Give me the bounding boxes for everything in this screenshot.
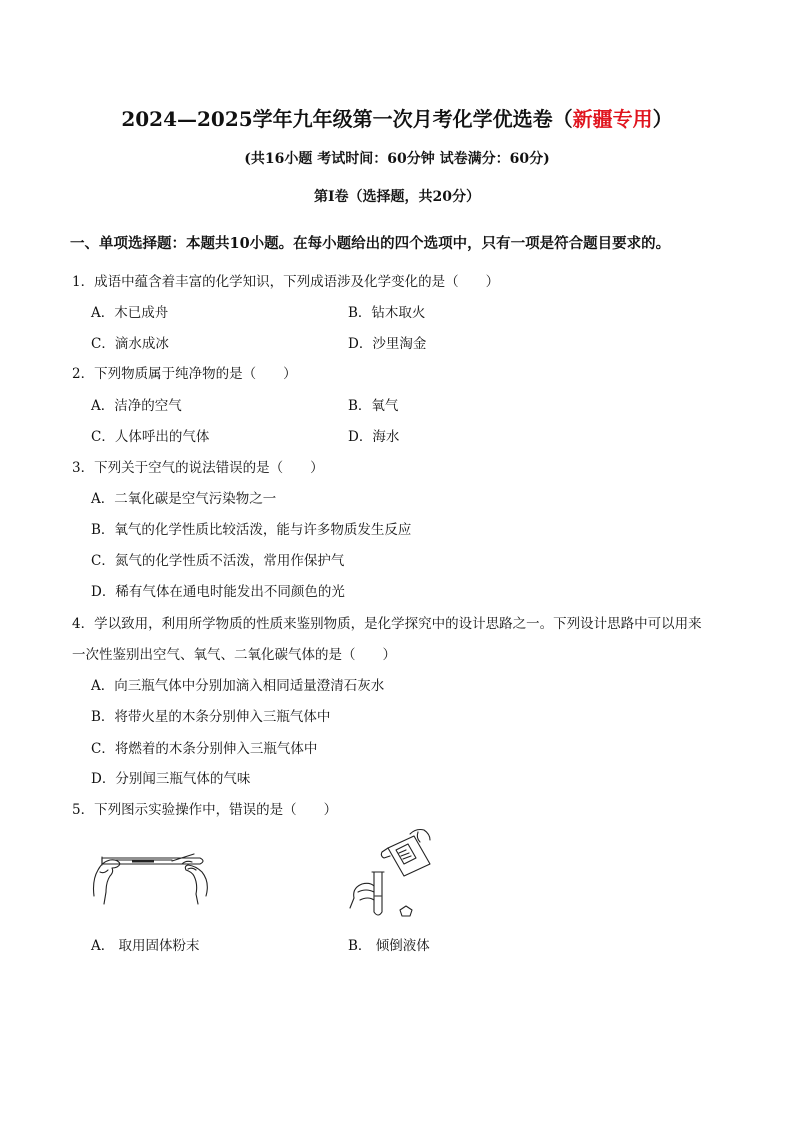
question-3-option-b: B．氧气的化学性质比较活泼，能与许多物质发生反应 [91,522,412,538]
question-2-option-d: D．海水 [348,429,400,445]
page-title [0,103,794,132]
question-4-option-d: D．分别闻三瓶气体的气味 [91,771,251,787]
question-4-option-c: C．将燃着的木条分别伸入三瓶气体中 [91,741,318,757]
question-1-option-d: D．沙里淘金 [348,336,427,352]
question-1-option-a: A．木已成舟 [91,305,169,321]
powder-transfer-illustration [88,836,218,908]
title-main: 2024—2025学年九年级第一次月考化学优选卷（ [121,107,573,131]
section-heading: 一、单项选择题：本题共10小题。在每小题给出的四个选项中，只有一项是符合题目要求的。 [70,235,671,252]
question-5-option-a: A． 取用固体粉末 [91,938,200,954]
question-2-stem: 2．下列物质属于纯净物的是（ ） [72,366,297,382]
question-1-stem: 1．成语中蕴含着丰富的化学知识，下列成语涉及化学变化的是（ ） [72,274,500,290]
question-2-option-b: B．氧气 [348,398,399,414]
exam-info: (共16小题 考试时间：60分钟 试卷满分：60分) [244,151,550,167]
question-3-option-c: C．氮气的化学性质不活泼，常用作保护气 [91,553,345,569]
question-3-stem: 3．下列关于空气的说法错误的是（ ） [72,460,324,476]
question-4-stem-line-2: 一次性鉴别出空气、氧气、二氧化碳气体的是（ ） [72,647,396,663]
question-5-stem: 5．下列图示实验操作中，错误的是（ ） [72,802,338,818]
question-1-option-c: C．滴水成冰 [91,336,169,352]
volume-heading: 第Ⅰ卷（选择题，共20分） [313,189,481,205]
question-2-option-a: A．洁净的空气 [91,398,182,414]
question-3-option-a: A．二氧化碳是空气污染物之一 [91,491,277,507]
question-2-option-c: C．人体呼出的气体 [91,429,210,445]
pour-liquid-illustration [344,826,444,924]
title-region-highlight: 新疆专用 [572,107,653,131]
question-3-option-d: D．稀有气体在通电时能发出不同颜色的光 [91,584,345,600]
question-5-option-b: B． 倾倒液体 [348,938,430,954]
title-end: ） [652,107,673,131]
question-4-stem-line-1: 4．学以致用，利用所学物质的性质来鉴别物质，是化学探究中的设计思路之一。下列设计思路中可以用来 [72,616,702,632]
question-1-option-b: B．钻木取火 [348,305,426,321]
question-4-option-b: B．将带火星的木条分别伸入三瓶气体中 [91,709,331,725]
question-4-option-a: A．向三瓶气体中分别加滴入相同适量澄清石灰水 [91,678,385,694]
